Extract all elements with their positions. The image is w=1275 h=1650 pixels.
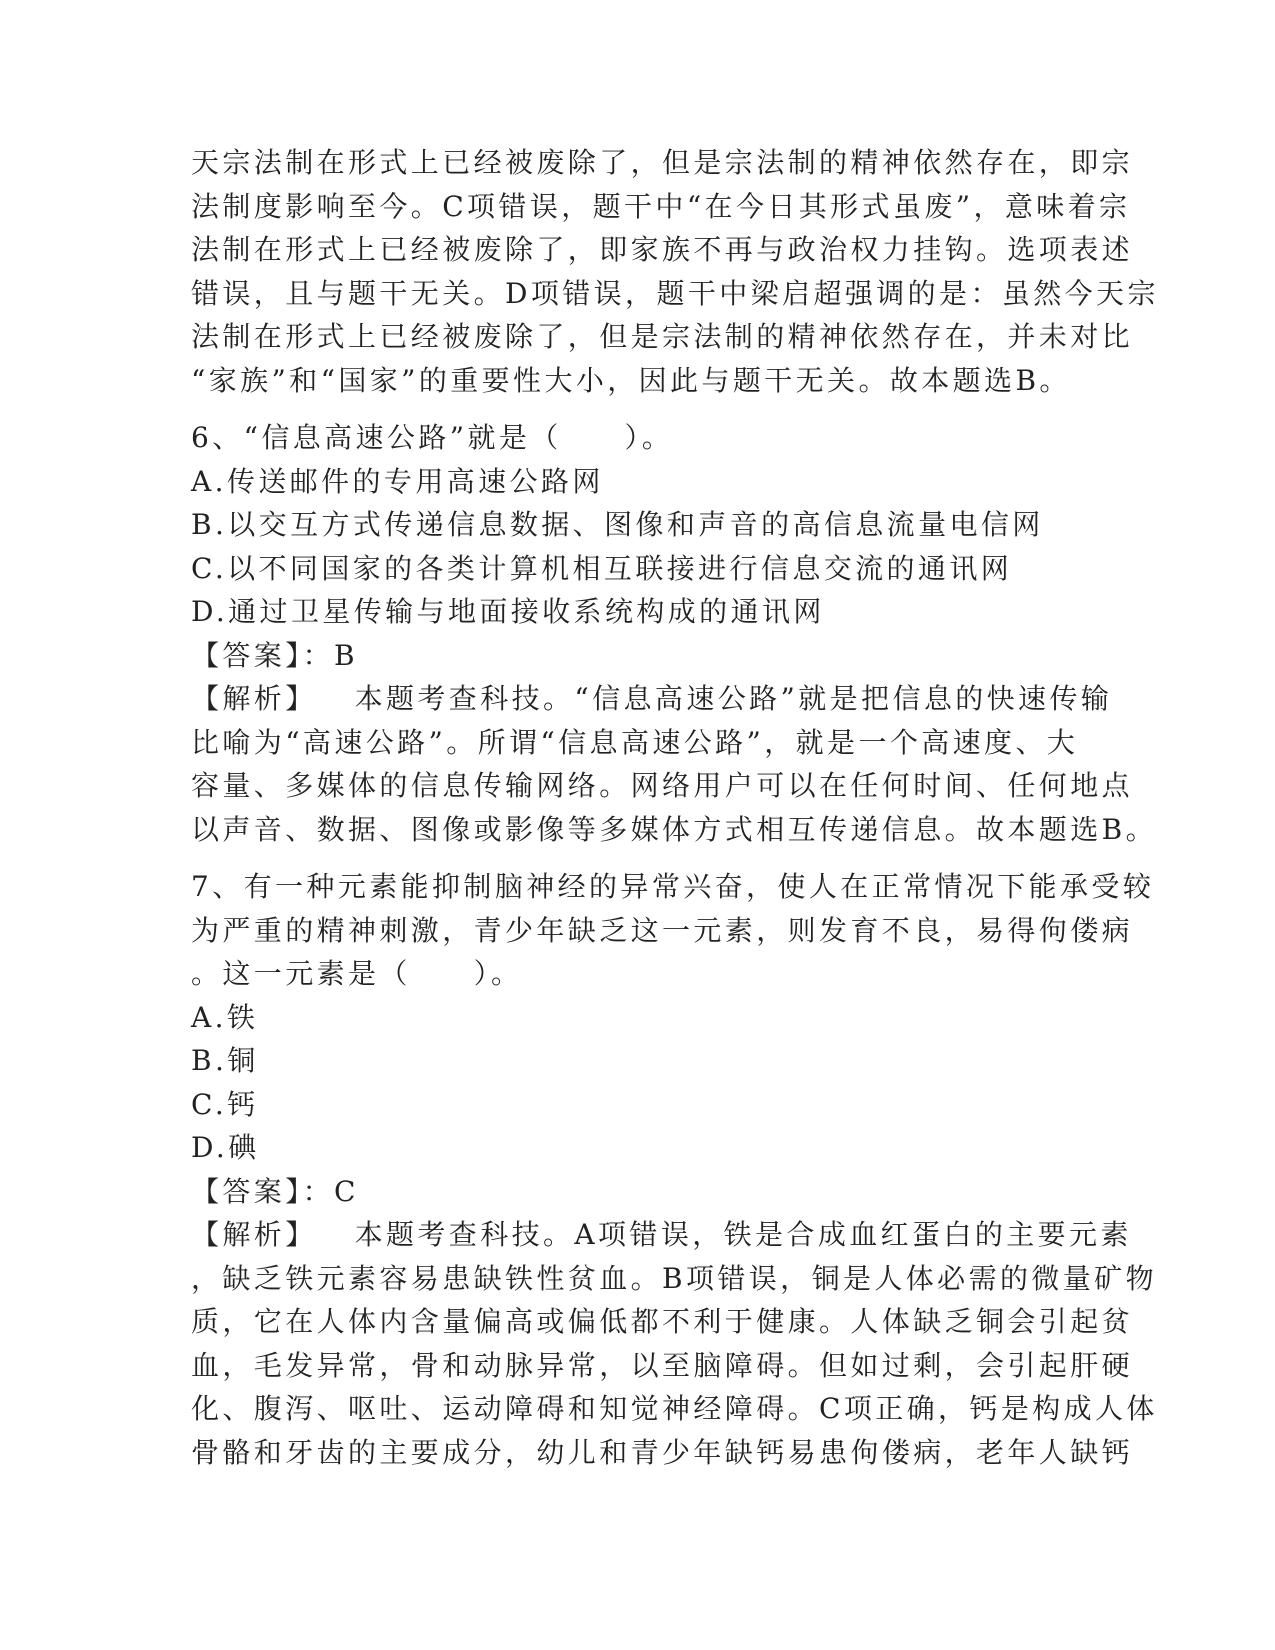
answer-line [191, 634, 1091, 678]
text-line: 法制在形式上已经被废除了，即家族不再与政治权力挂钩。选项表述 [191, 233, 1134, 266]
q5-explanation-tail [191, 141, 1159, 402]
analysis-line: 以声音、数据、图像或影像等多媒体方式相互传递信息。故本题选B。 [191, 812, 1157, 846]
text-line: 错误，且与题干无关。D项错误，题干中梁启超强调的是：虽然今天宗 [191, 276, 1159, 310]
option-c: C.以不同国家的各类计算机相互联接进行信息交流的通讯网 [191, 551, 1013, 585]
answer-label: 【答案】： [191, 1174, 335, 1208]
answer-value: C [334, 1174, 359, 1208]
answer-value: B [334, 638, 358, 672]
option-d: D.碘 [191, 1131, 260, 1164]
text-line: “家族”和“国家”的重要性大小，因此与题干无关。故本题选B。 [191, 363, 1071, 397]
analysis-line: ，缺乏铁元素容易患缺铁性贫血。B项错误，铜是人体必需的微量矿物 [191, 1261, 1157, 1295]
analysis-first-line [191, 1213, 1132, 1257]
option-a: A.传送邮件的专用高速公路网 [191, 464, 604, 498]
analysis-first-line [191, 677, 1113, 721]
answer-label: 【答案】： [191, 638, 335, 672]
question-stem: 。这一元素是（ ）。 [191, 957, 523, 990]
question-7 [191, 865, 1158, 1474]
option-d: D.通过卫星传输与地面接收系统构成的通讯网 [191, 595, 825, 628]
option-b: B.铜 [191, 1044, 259, 1077]
question-stem: 为严重的精神刺激，青少年缺乏这一元素，则发育不良，易得佝偻病 [191, 913, 1134, 947]
answer-line [191, 1170, 1091, 1214]
text-line: 天宗法制在形式上已经被废除了，但是宗法制的精神依然存在，即宗 [191, 146, 1134, 179]
text-line: 法制在形式上已经被废除了，但是宗法制的精神依然存在，并未对比 [191, 320, 1134, 353]
analysis-label: 【解析】 [191, 682, 317, 715]
text-line: 法制度影响至今。C项错误，题干中“在今日其形式虽废”，意味着宗 [191, 189, 1131, 223]
analysis-line: 血，毛发异常，骨和动脉异常，以至脑障碍。但如过剩，会引起肝硬 [191, 1348, 1134, 1382]
section-gap [191, 851, 1091, 865]
analysis-line: 质，它在人体内含量偏高或偏低都不利于健康。人体缺乏铜会引起贫 [191, 1305, 1134, 1338]
analysis-label: 【解析】 [191, 1218, 317, 1251]
analysis-text: 本题考查科技。A项错误，铁是合成血红蛋白的主要元素 [354, 1218, 1132, 1251]
option-c: C.钙 [191, 1087, 259, 1121]
option-a: A.铁 [191, 1000, 259, 1034]
analysis-line: 比喻为“高速公路”。所谓“信息高速公路”，就是一个高速度、大 [191, 725, 1079, 759]
question-stem: 6、“信息高速公路”就是（ ）。 [191, 421, 674, 454]
analysis-line: 容量、多媒体的信息传输网络。网络用户可以在任何时间、任何地点 [191, 769, 1134, 802]
analysis-line: 化、腹泻、呕吐、运动障碍和知觉神经障碍。C项正确，钙是构成人体 [191, 1392, 1158, 1425]
section-gap [191, 402, 1091, 416]
page-content [191, 141, 1159, 1474]
analysis-text: 本题考查科技。“信息高速公路”就是把信息的快速传输 [354, 682, 1113, 715]
question-stem: 7、有一种元素能抑制脑神经的异常兴奋，使人在正常情况下能承受较 [191, 870, 1155, 903]
analysis-line: 骨骼和牙齿的主要成分，幼儿和青少年缺钙易患佝偻病，老年人缺钙 [191, 1435, 1134, 1469]
question-6 [191, 416, 1157, 851]
option-b: B.以交互方式传递信息数据、图像和声音的高信息流量电信网 [191, 508, 1044, 541]
